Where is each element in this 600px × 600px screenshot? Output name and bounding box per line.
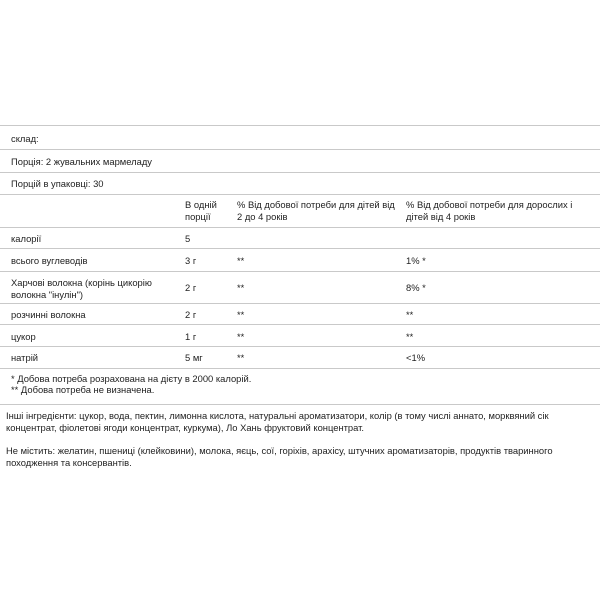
servings-per-package: Порцій в упаковці: 30 <box>11 178 104 189</box>
header-dv-adults: % Від добової потреби для дорослих і дітей від 4 років <box>406 199 573 222</box>
row-dv-adults-fiber: 8% * <box>406 282 426 293</box>
row-name-soluble-fiber: розчинні волокна <box>11 309 86 320</box>
divider-top <box>0 125 600 126</box>
row-amount-fiber: 2 г <box>185 282 197 293</box>
footnote-one-star: * Добова потреба розрахована на дієту в 2000 калорій. <box>11 373 252 384</box>
divider <box>0 346 600 347</box>
row-name-sugar: цукор <box>11 331 36 342</box>
divider <box>0 227 600 228</box>
row-name-carbs: всього вуглеводів <box>11 255 88 266</box>
divider <box>0 324 600 325</box>
row-dv-adults-carbs: 1% * <box>406 255 426 266</box>
row-dv-adults-soluble-fiber: ** <box>406 309 414 320</box>
row-dv-adults-sodium: <1% <box>406 352 426 363</box>
row-dv-children-sodium: ** <box>237 352 245 363</box>
row-amount-calories: 5 <box>185 233 191 244</box>
divider <box>0 404 600 405</box>
composition-label: склад: <box>11 133 39 144</box>
header-dv-children: % Від добової потреби для дітей від 2 до 4 років <box>237 199 395 222</box>
divider <box>0 271 600 272</box>
footnote-two-stars: ** Добова потреба не визначена. <box>11 384 155 395</box>
header-per-serving: В одній порції <box>185 199 217 222</box>
divider <box>0 149 600 150</box>
row-dv-children-soluble-fiber: ** <box>237 309 245 320</box>
row-dv-children-fiber: ** <box>237 282 245 293</box>
does-not-contain: Не містить: желатин, пшениці (клейковини), молока, яєць, сої, горіхів, арахісу, штучних ароматизаторів, продуктів тваринного походження та консервантів. <box>6 445 553 468</box>
row-name-fiber: Харчові волокна (корінь цикорію волокна "інулін") <box>11 277 152 300</box>
serving-size: Порція: 2 жувальних мармеладу <box>11 156 152 167</box>
row-amount-sodium: 5 мг <box>185 352 203 363</box>
row-amount-sugar: 1 г <box>185 331 197 342</box>
divider <box>0 368 600 369</box>
row-amount-carbs: 3 г <box>185 255 197 266</box>
divider <box>0 194 600 195</box>
row-name-sodium: натрій <box>11 352 39 363</box>
divider <box>0 248 600 249</box>
divider <box>0 303 600 304</box>
divider <box>0 172 600 173</box>
row-dv-children-sugar: ** <box>237 331 245 342</box>
other-ingredients: Інші інгредієнти: цукор, вода, пектин, лимонна кислота, натуральні ароматизатори, колір (в тому числі аннато, морквяний сік концентрат, фіолетові ягоди концентрат, куркума), Ло Хань фруктовий концентрат. <box>6 410 549 433</box>
row-dv-children-carbs: ** <box>237 255 245 266</box>
row-amount-soluble-fiber: 2 г <box>185 309 197 320</box>
row-name-calories: калорії <box>11 233 42 244</box>
row-dv-adults-sugar: ** <box>406 331 414 342</box>
